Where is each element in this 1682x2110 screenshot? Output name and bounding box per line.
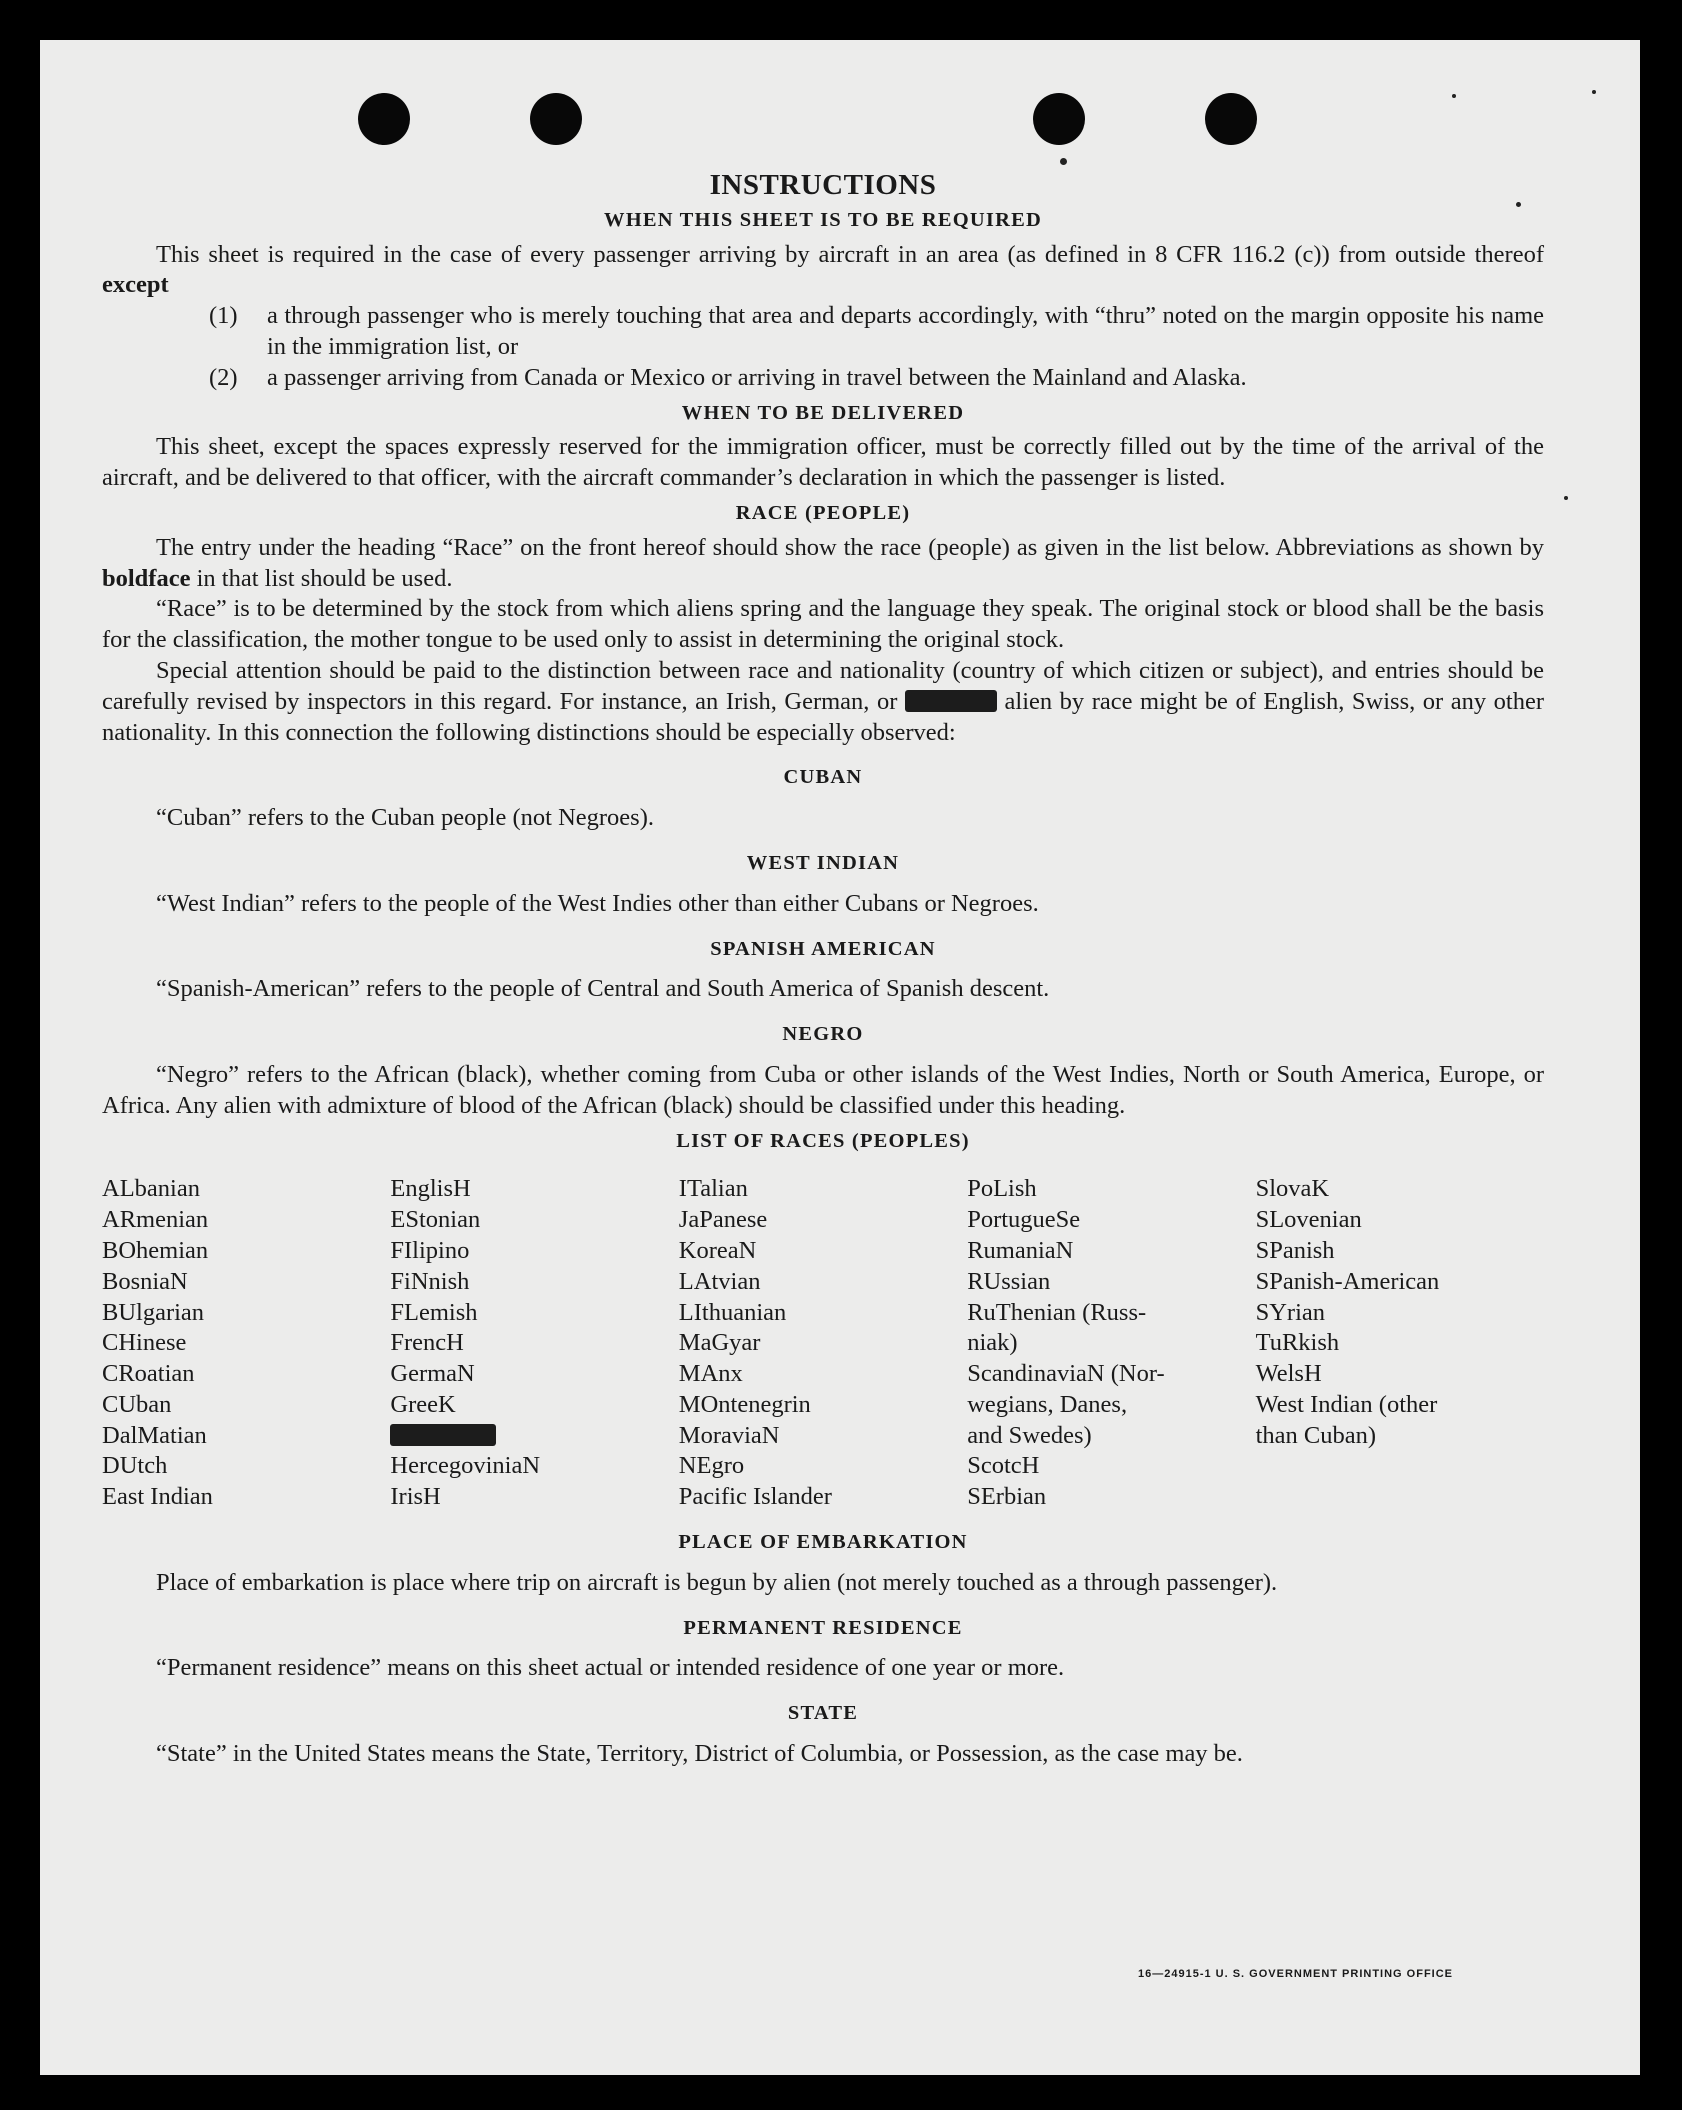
race-entry: CRoatian (102, 1360, 195, 1388)
race-entry: BosniaN (102, 1267, 188, 1295)
race-entry: EnglisH (390, 1175, 471, 1203)
cuban-text: “Cuban” refers to the Cuban people (not Negroes). (156, 804, 654, 832)
heading-west-indian: WEST INDIAN (746, 851, 900, 874)
race-entry: niak) (967, 1329, 1018, 1357)
speck (1592, 90, 1596, 94)
race-entry: LIthuanian (678, 1298, 787, 1326)
race-entry: wegians, Danes, (967, 1390, 1128, 1418)
race-entry: RUssian (967, 1267, 1051, 1295)
race-entry: ARmenian (102, 1206, 209, 1234)
residence-text: “Permanent residence” means on this sheet actual or intended residence of one year or more. (156, 1654, 1065, 1682)
race-paragraph-3: Special attention should be paid to the distinction between race and nationality (country of which citizen or subject), and entries should be carefully revised by inspectors in this regard. For instance, an Irish, German, or alien by race might be of English, Swiss, or any other nationality. In this connection the following distinctions should be especially observed: (102, 656, 1545, 746)
exception-item: (2) a passenger arriving from Canada or Mexico or arriving in travel between the Mainland and Alaska. (209, 363, 1247, 391)
race-entry: and Swedes) (967, 1421, 1092, 1449)
races-list (102, 1174, 1544, 1513)
races-column (390, 1174, 678, 1513)
race-entry: ScandinaviaN (Nor- (967, 1360, 1165, 1388)
race-paragraph-1: The entry under the heading “Race” on the front hereof should show the race (people) as given in the list below. Abbreviations as shown by boldface in that list should be used. (102, 533, 1544, 592)
punch-hole (358, 93, 410, 145)
race-entry: BUlgarian (102, 1298, 205, 1326)
speck (1060, 158, 1067, 165)
race-entry: PoLish (967, 1175, 1037, 1203)
race-entry: CUban (102, 1390, 172, 1418)
race-paragraph-2: “Race” is to be determined by the stock from which aliens spring and the language they speak. The original stock or blood shall be the basis for the classification, the mother tongue to be used only to assist in determining the original stock. (102, 595, 1544, 654)
race-entry (390, 1421, 678, 1452)
race-entry: NEgro (678, 1452, 745, 1480)
redaction-mark (390, 1424, 496, 1446)
race-entry: MOntenegrin (678, 1390, 811, 1418)
state-text: “State” in the United States means the State, Territory, District of Columbia, or Possession, as the case may be. (156, 1740, 1243, 1768)
punch-hole (1205, 93, 1257, 145)
race-entry: WelsH (1255, 1360, 1322, 1388)
races-column (102, 1174, 390, 1513)
race-entry: DUtch (102, 1452, 168, 1480)
speck (1564, 496, 1568, 500)
race-entry: GreeK (390, 1390, 456, 1418)
races-column (1256, 1174, 1544, 1513)
race-entry: KoreaN (678, 1236, 757, 1264)
spanish-american-text: “Spanish-American” refers to the people of Central and South America of Spanish descent. (156, 975, 1050, 1003)
heading-embarkation: PLACE OF EMBARKATION (678, 1531, 968, 1554)
race-entry: SLovenian (1255, 1206, 1362, 1234)
heading-state: STATE (787, 1702, 859, 1725)
race-entry: HercegoviniaN (390, 1452, 541, 1480)
race-entry: SPanish (1255, 1236, 1335, 1264)
race-entry: PortugueSe (967, 1206, 1081, 1234)
races-column (679, 1174, 967, 1513)
embarkation-text: Place of embarkation is place where trip on aircraft is begun by alien (not merely touched as a through passenger). (156, 1568, 1278, 1596)
race-entry: Pacific Islander (678, 1483, 832, 1511)
heading-cuban: CUBAN (783, 766, 863, 789)
race-entry: ScotcH (967, 1452, 1040, 1480)
negro-text: “Negro” refers to the African (black), whether coming from Cuba or other islands of the West Indies, North or South America, Europe, or Africa. Any alien with admixture of blood of the African (black) should be classified under this heading. (102, 1060, 1544, 1119)
heading-negro: NEGRO (782, 1023, 864, 1046)
race-entry: TuRkish (1255, 1329, 1340, 1357)
race-entry: West Indian (other (1255, 1390, 1438, 1418)
race-entry: SPanish-American (1255, 1267, 1440, 1295)
race-entry: than Cuban) (1255, 1421, 1377, 1449)
punch-hole (1033, 93, 1085, 145)
race-entry: MaGyar (678, 1329, 761, 1357)
race-entry: CHinese (102, 1329, 187, 1357)
heading-residence: PERMANENT RESIDENCE (683, 1616, 963, 1639)
race-entry: ALbanian (102, 1175, 200, 1203)
race-entry: BOhemian (102, 1236, 209, 1264)
redaction-mark (905, 690, 997, 712)
race-entry: GermaN (390, 1360, 475, 1388)
heading-when-required: WHEN THIS SHEET IS TO BE REQUIRED (604, 208, 1042, 231)
race-entry: EStonian (390, 1206, 481, 1234)
when-delivered-text: This sheet, except the spaces expressly reserved for the immigration officer, must be correctly filled out by the time of the arrival of the aircraft, and be delivered to that officer, with the aircraft commander’s declaration in which the passenger is listed. (102, 433, 1544, 492)
race-entry: IrisH (390, 1483, 441, 1511)
heading-when-delivered: WHEN TO BE DELIVERED (681, 401, 965, 424)
west-indian-text: “West Indian” refers to the people of the West Indies other than either Cubans or Negroes. (156, 889, 1039, 917)
race-entry: MoraviaN (678, 1421, 780, 1449)
instructions-body (102, 170, 1544, 1770)
race-entry: SlovaK (1255, 1175, 1330, 1203)
when-required-intro: This sheet is required in the case of every passenger arriving by aircraft in an area (as defined in 8 CFR 116.2 (c)) from outside thereof except (102, 240, 1544, 299)
page-title: INSTRUCTIONS (709, 169, 937, 201)
race-entry: RumaniaN (967, 1236, 1074, 1264)
race-entry: FrencH (390, 1329, 464, 1357)
race-entry: JaPanese (678, 1206, 768, 1234)
document-page (40, 40, 1640, 2075)
race-entry: FiNnish (390, 1267, 470, 1295)
heading-spanish-american: SPANISH AMERICAN (710, 937, 936, 960)
races-column (967, 1174, 1255, 1513)
race-entry: RuThenian (Russ- (967, 1298, 1147, 1326)
race-entry: SErbian (967, 1483, 1047, 1511)
race-entry: FLemish (390, 1298, 478, 1326)
race-entry: SYrian (1255, 1298, 1326, 1326)
race-entry: East Indian (102, 1483, 213, 1511)
heading-list-of-races: LIST OF RACES (PEOPLES) (676, 1129, 970, 1152)
speck (1452, 94, 1456, 98)
race-entry: ITalian (678, 1175, 748, 1203)
race-entry: DalMatian (102, 1421, 207, 1449)
heading-race: RACE (PEOPLE) (735, 501, 911, 524)
race-entry: MAnx (678, 1360, 743, 1388)
punch-hole (530, 93, 582, 145)
race-entry: LAtvian (678, 1267, 761, 1295)
printing-office-code: 16—24915-1 U. S. GOVERNMENT PRINTING OFFICE (1138, 1968, 1454, 1980)
exception-item: (1) a through passenger who is merely touching that area and departs accordingly, with “thru” noted on the margin opposite his name in the immigration list, or (209, 302, 1544, 360)
race-entry: FIlipino (390, 1236, 470, 1264)
